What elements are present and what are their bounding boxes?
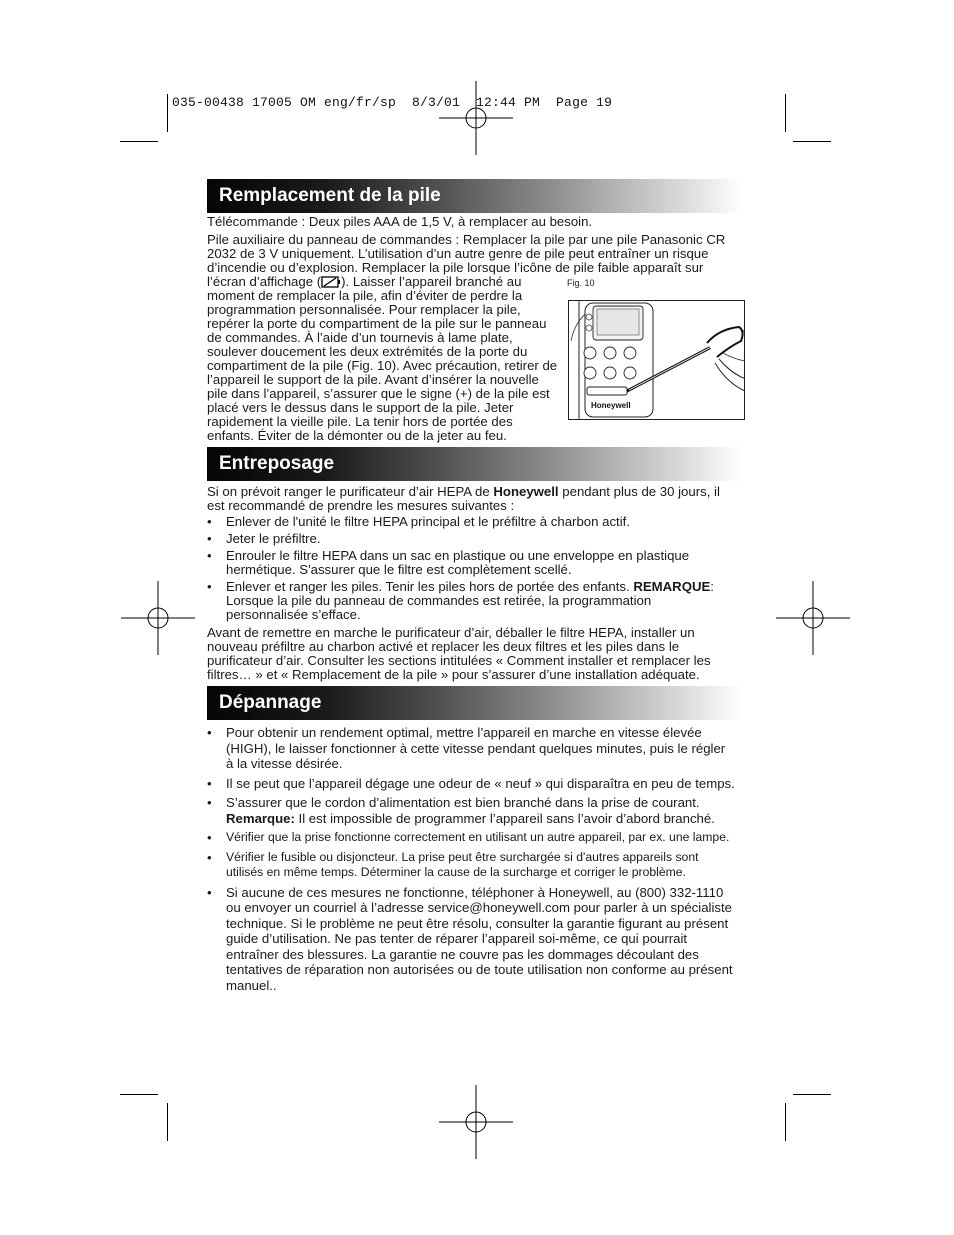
list-item: [207, 549, 752, 577]
crop-mark-top-left-v: [167, 94, 168, 132]
text-line: Avant de remettre en marche le purificateur d’air, déballer le filtre HEPA, installer un: [207, 625, 695, 640]
registration-mark-bottom: [439, 1085, 513, 1159]
text-line: l’appareil le support de la pile. Avant d’insérer la nouvelle: [207, 372, 539, 387]
text-fragment: Enlever et ranger les piles. Tenir les piles hors de portée des enfants.: [226, 579, 634, 594]
registration-mark-top: [439, 81, 513, 155]
text-line: [207, 485, 752, 499]
list-item-text: • Enrouler le filtre HEPA dans un sac en plastique ou une enveloppe en plastique: [226, 548, 690, 563]
brand-name: Honeywell: [493, 484, 559, 499]
list-item-text: Enlever de l'unité le filtre HEPA principal et le préfiltre à charbon actif.: [226, 514, 630, 529]
crop-mark-top-right-h: [793, 141, 831, 142]
list-item-text: • Vérifier que la prise fonctionne correctement en utilisant un autre appareil, par ex. une lampe.: [226, 830, 730, 844]
figure-battery-door: [568, 300, 745, 420]
storage-outro: [207, 626, 752, 682]
list-item: [207, 885, 752, 994]
crop-mark-bottom-left-h: [120, 1094, 158, 1095]
storage-intro: [207, 485, 752, 513]
text-line: d’incendie ou d’explosion. Remplacer la pile lorsque l’icône de pile faible apparaît sur: [207, 260, 704, 275]
section-title-storage: Entreposage: [207, 447, 743, 481]
text-line: de commandes. À l’aide d’un tournevis à lame plate,: [207, 330, 513, 345]
list-item-text: entraîner des blessures. La garantie ne couvre pas les dommages découlant des: [226, 946, 699, 962]
text-line: Pile auxiliaire du panneau de commandes : Remplacer la pile par une pile Panasonic CR: [207, 232, 726, 247]
text-line: enfants. Éviter de la démonter ou de la jeter au feu.: [207, 428, 507, 443]
section-title-battery: Remplacement de la pile: [207, 179, 743, 213]
text-line: compartiment de la pile (Fig. 10). Avec précaution, retirer de: [207, 358, 558, 373]
list-item: [207, 725, 752, 772]
note-label: REMARQUE: [633, 579, 711, 594]
text-line: filtres… » et « Remplacement de la pile » pour s’assurer d’une installation adéquate.: [207, 667, 700, 682]
brand-logo: Honeywell: [591, 401, 631, 410]
text-fragment: Si on prévoit ranger le purificateur d’air HEPA de: [207, 484, 494, 499]
registration-mark-right: [776, 581, 850, 655]
text-line: placé vers le dessus dans le support de la pile. Jeter: [207, 400, 514, 415]
list-item: [207, 532, 752, 546]
list-item-text: guide d’utilisation. Ne pas tenter de réparer l’appareil soi-même, ce qui pourrait: [226, 931, 688, 946]
list-item-text: • Vérifier le fusible ou disjoncteur. La prise peut être surchargée si d'autres appareils sont: [226, 849, 699, 864]
list-item-text: • S’assurer que le cordon d’alimentation est bien branché dans la prise de courant.: [226, 795, 700, 810]
list-item: [207, 580, 752, 622]
list-item-text: manuel..: [226, 977, 277, 993]
text-line: repérer la porte du compartiment de la pile sur le panneau: [207, 316, 547, 331]
crop-mark-top-right-v: [785, 94, 786, 132]
crop-mark-bottom-right-h: [793, 1094, 831, 1095]
list-item-text: personnalisée s’efface.: [226, 607, 361, 622]
figure-caption: Fig. 10: [567, 278, 595, 288]
registration-mark-left: [121, 581, 195, 655]
list-item-text: [226, 580, 752, 594]
list-item-text: [226, 811, 752, 827]
crop-mark-top-left-h: [120, 141, 158, 142]
list-item-text: • Si aucune de ces mesures ne fonctionne, téléphoner à Honeywell, au (800) 332-1110: [226, 884, 724, 900]
text-fragment: :: [710, 579, 714, 594]
storage-steps-list: [207, 515, 752, 622]
list-item-text: Lorsque la pile du panneau de commandes est retirée, la programmation: [226, 593, 652, 608]
text-line: [207, 275, 747, 289]
list-item-text: tentatives de réparation non autorisées ou de toute utilisation non conforme au présent: [226, 962, 733, 977]
list-item-text: technique. Si le problème ne peut être résolu, consulter la garantie figurant au présent: [226, 915, 729, 931]
list-item: [207, 776, 752, 792]
text-line: programmation personnalisée. Pour remplacer la pile,: [207, 302, 521, 317]
list-item: [207, 515, 752, 529]
list-item-text: • Pour obtenir un rendement optimal, mettre l’appareil en marche en vitesse élevée: [226, 725, 702, 740]
text-line: 2032 de 3 V uniquement. L’utilisation d’un autre genre de pile peut entraîner un risque: [207, 246, 709, 261]
list-item-text: à la vitesse désirée.: [226, 756, 343, 771]
text-line: pile dans l’appareil, s’assurer que le signe (+) de la pile est: [207, 386, 550, 401]
text-fragment: Il est impossible de programmer l’appareil sans l’avoir d’abord branché.: [294, 810, 715, 826]
troubleshooting-list: [207, 725, 752, 993]
text-fragment: ). Laisser l’appareil branché au: [341, 274, 522, 289]
text-line: moment de remplacer la pile, afin d’éviter de perdre la: [207, 288, 523, 303]
list-item-text: utilisés en même temps. Déterminer la cause de la surcharge et corriger le problème.: [226, 865, 686, 879]
list-item-text: ou envoyer un courriel à l’adresse service@honeywell.com pour parler à un spécialiste: [226, 900, 732, 915]
text-fragment: l’écran d’affichage (: [207, 274, 322, 289]
list-item-text: hermétique. S'assurer que le filtre est complètement scellé.: [226, 562, 572, 577]
text-line: purificateur d’air. Consulter les sections intitulées « Comment installer et remplacer les: [207, 653, 711, 668]
list-item-text: • Il se peut que l’appareil dégage une odeur de « neuf » qui disparaîtra en peu de temps.: [226, 775, 735, 791]
list-item: [207, 830, 752, 846]
list-item: [207, 795, 752, 826]
text-line: nouveau préfiltre au charbon activé et replacer les deux filtres et les piles dans le: [207, 639, 680, 654]
list-item: [207, 850, 752, 881]
note-label: Remarque:: [226, 810, 295, 826]
battery-remote-text: Télécommande : Deux piles AAA de 1,5 V, à remplacer au besoin.: [207, 214, 593, 229]
text-line: est recommandé de prendre les mesures suivantes :: [207, 498, 515, 513]
text-fragment: pendant plus de 30 jours, il: [558, 484, 720, 499]
print-slug: 035-00438 17005 OM eng/fr/sp 8/3/01 12:44 PM Page 19: [172, 95, 613, 110]
crop-mark-bottom-left-v: [167, 1103, 168, 1141]
section-title-troubleshooting: Dépannage: [207, 686, 743, 720]
list-item-text: Jeter le préfiltre.: [226, 531, 321, 546]
text-line: soulever doucement les deux extrémités de la porte du: [207, 344, 528, 359]
text-line: rapidement la vieille pile. La tenir hors de portée des: [207, 414, 513, 429]
crop-mark-bottom-right-v: [785, 1103, 786, 1141]
list-item-text: (HIGH), le laisser fonctionner à cette vitesse pendant quelques minutes, puis le régler: [226, 740, 726, 756]
low-battery-icon: [321, 276, 341, 288]
